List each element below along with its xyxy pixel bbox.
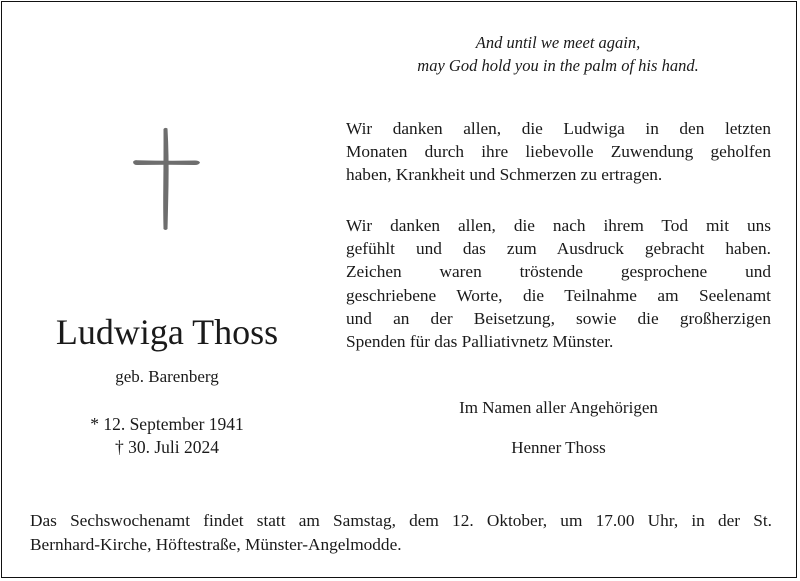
footer-line: Bernhard-Kirche, Höftestraße, Münster-Angelmodde. [30, 535, 402, 554]
thanks-p1-line: haben, Krankheit und Schmerzen zu ertragen. [346, 165, 663, 185]
life-dates [0, 413, 334, 459]
signature-on-behalf: Im Namen aller Angehörigen [459, 398, 658, 417]
thanks-p2-line: gefühlt und das zum Ausdruck gebracht haben. [346, 239, 771, 259]
signature-name: Henner Thoss [511, 438, 606, 457]
footer-line: Das Sechswochenamt findet statt am Samstag, dem 12. Oktober, um 17.00 Uhr, in der St. [30, 511, 772, 530]
cross-icon [128, 125, 204, 233]
thanks-p2-line: Spenden für das Palliativnetz Münster. [346, 332, 614, 352]
deceased-name: Ludwiga Thoss [55, 312, 279, 352]
memorial-quote [340, 31, 776, 77]
thanks-paragraph-2 [346, 214, 771, 353]
death-date: † 30. Juli 2024 [114, 437, 220, 457]
thanks-p2-line: und an der Beisetzung, sowie die großherzigen [346, 308, 771, 328]
quote-line-1: And until we meet again, [475, 33, 641, 52]
maiden-name: geb. Barenberg [115, 367, 219, 386]
service-announcement [30, 509, 772, 557]
thanks-p2-line: Zeichen waren tröstende gesprochene und [346, 262, 771, 282]
thanks-p1-line: Wir danken allen, die Ludwiga in den letzten [346, 119, 771, 138]
thanks-paragraph-1 [346, 117, 771, 187]
thanks-p2-line: Wir danken allen, die nach ihrem Tod mit uns [346, 216, 771, 235]
quote-line-2: may God hold you in the palm of his hand. [417, 56, 699, 75]
thanks-p2-line: geschriebene Worte, die Teilnahme am Seelenamt [346, 285, 771, 305]
thanks-p1-line: Monaten durch ihre liebevolle Zuwendung geholfen [346, 142, 771, 162]
birth-date: * 12. September 1941 [90, 414, 244, 434]
